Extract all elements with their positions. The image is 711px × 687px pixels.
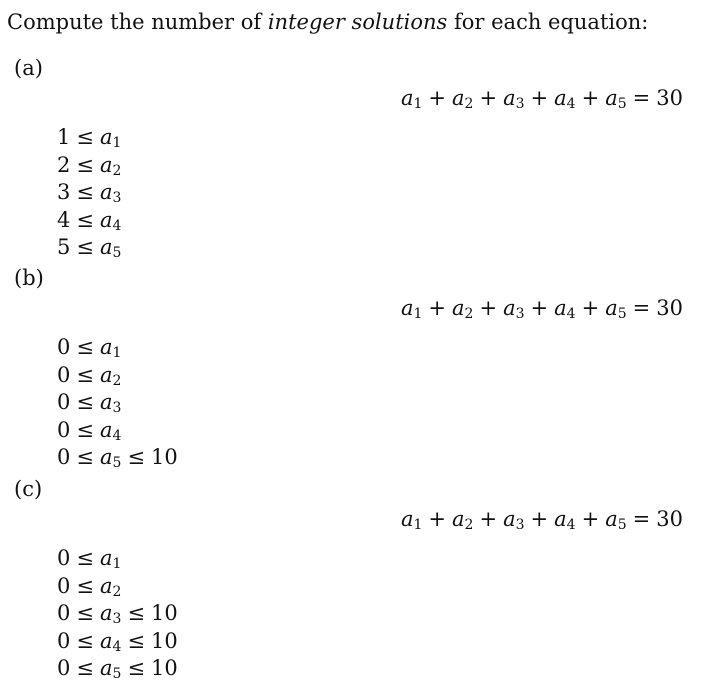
equation-subscript: 3 [515, 96, 525, 112]
constraint-list [57, 334, 178, 472]
part-label: (a) [14, 56, 43, 80]
equation-rhs: 30 [656, 296, 683, 320]
plus-operator: + [479, 507, 498, 531]
constraint-variable: a [99, 335, 113, 359]
plus-operator: + [581, 507, 600, 531]
equation-rhs: 30 [656, 86, 683, 110]
plus-operator: + [428, 296, 447, 320]
leq-operator: ≤ [76, 546, 94, 570]
equation-rhs: 30 [656, 507, 683, 531]
plus-operator: + [530, 296, 549, 320]
equation-subscript: 2 [464, 306, 474, 322]
constraint-lower-bound: 0 [57, 628, 71, 653]
equation-variable: a [605, 507, 618, 531]
constraint-row [57, 600, 178, 628]
constraint-row [57, 234, 121, 262]
equation-subscript: 3 [515, 517, 525, 533]
plus-operator: + [581, 296, 600, 320]
equation-variable: a [400, 507, 414, 531]
equation-variable: a [554, 86, 567, 110]
plus-operator: + [479, 86, 498, 110]
sum-equation [401, 85, 683, 111]
part-label: (b) [14, 266, 44, 290]
constraint-row [57, 573, 178, 601]
constraint-variable: a [99, 573, 113, 598]
equation-variable: a [605, 296, 618, 320]
plus-operator: + [479, 296, 498, 320]
intro-suffix: for each equation: [447, 10, 649, 34]
constraint-lower-bound: 3 [57, 180, 71, 204]
plus-operator: + [530, 507, 549, 531]
plus-operator: + [428, 86, 447, 110]
problem-statement [7, 9, 648, 35]
equation-variable: a [452, 507, 465, 531]
constraint-row [57, 152, 121, 180]
constraint-variable: a [99, 180, 113, 204]
leq-operator: ≤ [76, 573, 94, 598]
constraint-lower-bound: 1 [57, 125, 71, 149]
constraint-upper-bound: 10 [151, 445, 178, 469]
leq-operator: ≤ [127, 601, 146, 625]
equation-subscript: 2 [464, 96, 474, 112]
leq-operator: ≤ [76, 445, 94, 469]
constraint-variable: a [99, 390, 113, 414]
leq-operator: ≤ [76, 180, 94, 204]
equation-variable: a [503, 296, 516, 320]
leq-operator: ≤ [76, 235, 94, 259]
constraint-subscript: 5 [112, 666, 122, 682]
constraint-lower-bound: 2 [57, 152, 71, 177]
equals-operator: = [632, 507, 651, 531]
leq-operator: ≤ [76, 601, 94, 625]
sum-equation [401, 506, 683, 532]
equation-subscript: 4 [566, 306, 576, 322]
equation-variable: a [503, 507, 516, 531]
part-label: (c) [14, 477, 43, 501]
leq-operator: ≤ [76, 362, 94, 387]
equation-variable: a [503, 86, 516, 110]
equation-subscript: 1 [413, 306, 423, 322]
constraint-variable: a [99, 445, 113, 469]
equation-subscript: 5 [617, 517, 627, 533]
equation-subscript: 1 [413, 517, 423, 533]
leq-operator: ≤ [127, 628, 146, 653]
constraint-lower-bound: 0 [57, 417, 71, 442]
constraint-variable: a [99, 656, 113, 680]
constraint-row [57, 545, 178, 573]
constraint-subscript: 2 [112, 583, 122, 600]
leq-operator: ≤ [76, 390, 94, 414]
constraint-row [57, 362, 178, 390]
equation-variable: a [400, 296, 414, 320]
intro-prefix: Compute the number of [7, 10, 268, 34]
equation-variable: a [452, 296, 465, 320]
intro-emphasis: integer solutions [267, 10, 448, 34]
plus-operator: + [530, 86, 549, 110]
constraint-lower-bound: 0 [57, 573, 71, 598]
constraint-subscript: 5 [112, 455, 122, 471]
constraint-upper-bound: 10 [151, 628, 178, 653]
plus-operator: + [581, 86, 600, 110]
constraint-subscript: 1 [112, 345, 122, 361]
constraint-subscript: 1 [112, 135, 122, 151]
constraint-subscript: 4 [112, 638, 122, 655]
equation-variable: a [554, 507, 567, 531]
leq-operator: ≤ [76, 335, 94, 359]
constraint-row [57, 444, 178, 472]
constraint-list [57, 545, 178, 683]
equals-operator: = [632, 296, 651, 320]
leq-operator: ≤ [76, 152, 94, 177]
constraint-variable: a [99, 125, 113, 149]
constraint-lower-bound: 0 [57, 362, 71, 387]
constraint-row [57, 389, 178, 417]
constraint-subscript: 3 [112, 400, 122, 416]
constraint-lower-bound: 0 [57, 390, 71, 414]
constraint-subscript: 4 [112, 217, 122, 234]
constraint-variable: a [99, 152, 113, 177]
leq-operator: ≤ [127, 445, 146, 469]
constraint-lower-bound: 0 [57, 335, 71, 359]
constraint-subscript: 4 [112, 427, 122, 444]
leq-operator: ≤ [76, 628, 94, 653]
constraint-variable: a [99, 601, 113, 625]
leq-operator: ≤ [127, 656, 146, 680]
plus-operator: + [428, 507, 447, 531]
constraint-variable: a [99, 417, 113, 442]
constraint-subscript: 3 [112, 190, 122, 206]
constraint-subscript: 5 [112, 245, 122, 261]
constraint-row [57, 655, 178, 683]
constraint-lower-bound: 0 [57, 656, 71, 680]
equation-subscript: 5 [617, 306, 627, 322]
constraint-variable: a [99, 235, 113, 259]
constraint-row [57, 417, 178, 445]
constraint-subscript: 2 [112, 372, 122, 389]
constraint-variable: a [99, 362, 113, 387]
constraint-lower-bound: 5 [57, 235, 71, 259]
leq-operator: ≤ [76, 125, 94, 149]
equals-operator: = [632, 86, 651, 110]
constraint-list [57, 124, 121, 262]
constraint-row [57, 628, 178, 656]
constraint-subscript: 2 [112, 162, 122, 179]
constraint-row [57, 207, 121, 235]
constraint-row [57, 179, 121, 207]
equation-variable: a [452, 86, 465, 110]
constraint-row [57, 124, 121, 152]
equation-subscript: 5 [617, 96, 627, 112]
constraint-row [57, 334, 178, 362]
constraint-variable: a [99, 628, 113, 653]
equation-subscript: 4 [566, 96, 576, 112]
equation-subscript: 3 [515, 306, 525, 322]
leq-operator: ≤ [76, 417, 94, 442]
sum-equation [401, 295, 683, 321]
leq-operator: ≤ [76, 207, 94, 232]
equation-variable: a [605, 86, 618, 110]
constraint-variable: a [99, 546, 113, 570]
equation-subscript: 1 [413, 96, 423, 112]
constraint-upper-bound: 10 [151, 656, 178, 680]
equation-variable: a [554, 296, 567, 320]
constraint-subscript: 3 [112, 611, 122, 627]
leq-operator: ≤ [76, 656, 94, 680]
equation-subscript: 2 [464, 517, 474, 533]
constraint-lower-bound: 0 [57, 546, 71, 570]
constraint-variable: a [99, 207, 113, 232]
constraint-lower-bound: 0 [57, 601, 71, 625]
constraint-upper-bound: 10 [151, 601, 178, 625]
equation-variable: a [400, 86, 414, 110]
equation-subscript: 4 [566, 517, 576, 533]
constraint-subscript: 1 [112, 556, 122, 572]
constraint-lower-bound: 0 [57, 445, 71, 469]
constraint-lower-bound: 4 [57, 207, 71, 232]
